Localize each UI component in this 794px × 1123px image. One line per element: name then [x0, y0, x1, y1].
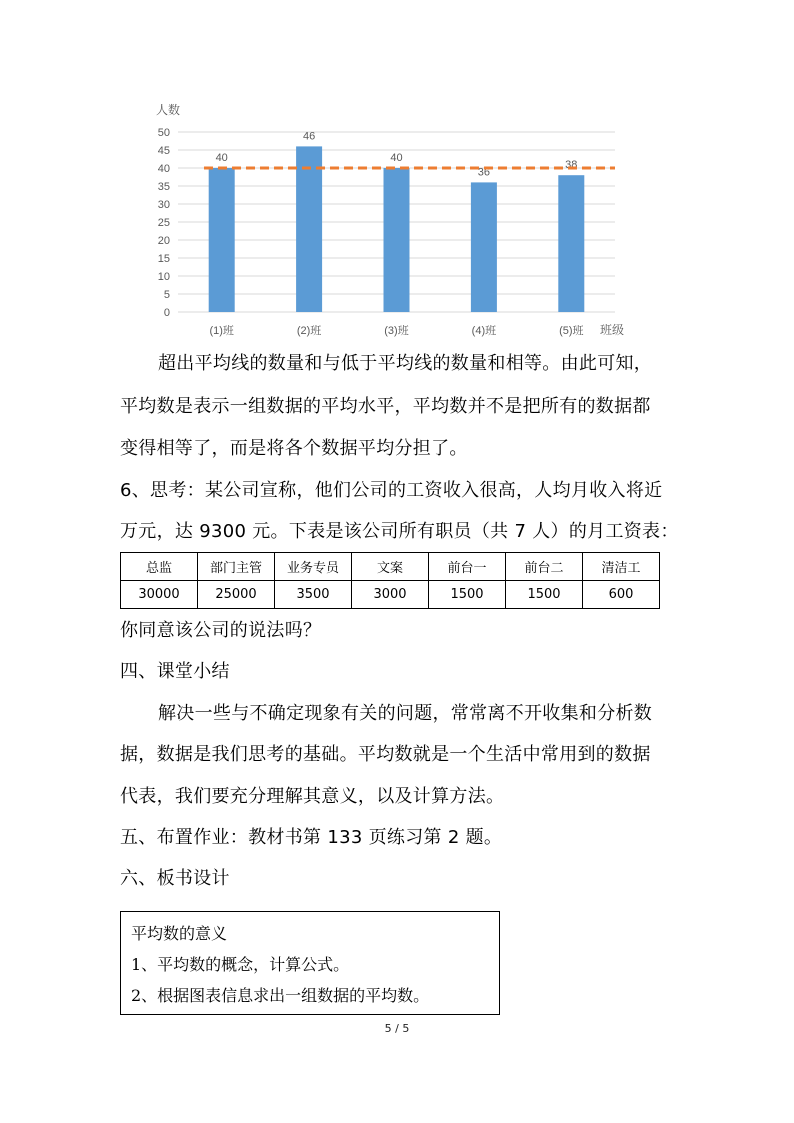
table-cell: 3000: [352, 581, 429, 609]
table-header-row: [121, 553, 660, 581]
table-cell: 3500: [275, 581, 352, 609]
section-heading: 四、课堂小结: [120, 661, 230, 682]
board-line: 1、平均数的概念，计算公式。: [131, 955, 350, 974]
data-label: 40: [390, 152, 403, 164]
y-tick-label: 25: [157, 217, 170, 229]
page-number: 5 / 5: [384, 1022, 410, 1035]
data-label: 38: [565, 159, 578, 172]
x-tick-label: (4)班: [471, 325, 497, 337]
table-cell: 1500: [506, 581, 583, 609]
x-tick-label: (3)班: [384, 325, 409, 337]
salary-table: [120, 552, 660, 609]
section-heading: 五、布置作业：教材书第 133 页练习第 2 题。: [120, 827, 503, 848]
table-row: [121, 581, 660, 609]
paragraph-line: 据，数据是我们思考的基础。平均数就是一个生活中常用到的数据: [120, 744, 651, 765]
paragraph-line: 超出平均线的数量和与低于平均线的数量和相等。由此可知，: [158, 353, 653, 374]
bar: [209, 168, 235, 312]
paragraph-line: 平均数是表示一组数据的平均水平，平均数并不是把所有的数据都: [120, 396, 651, 417]
table-cell: 600: [583, 581, 660, 609]
board-line: 2、根据图表信息求出一组数据的平均数。: [131, 986, 430, 1005]
y-tick-label: 20: [157, 235, 170, 247]
y-tick-label: 10: [157, 271, 170, 283]
y-tick-label: 5: [163, 289, 170, 301]
paragraph-line: 6、思考：某公司宣称，他们公司的工资收入很高，人均月收入将近: [120, 480, 663, 501]
question-line: 你同意该公司的说法吗？: [120, 620, 322, 641]
data-label: 46: [302, 130, 316, 143]
y-tick-label: 30: [157, 199, 170, 211]
table-header-cell: 前台二: [506, 553, 583, 581]
table-header-cell: 前台一: [429, 553, 506, 581]
y-tick-label: 45: [157, 145, 170, 157]
y-tick-label: 0: [163, 307, 170, 319]
paragraph-line: 变得相等了，而是将各个数据平均分担了。: [120, 438, 468, 459]
data-label: 40: [215, 152, 228, 164]
table-header-cell: 业务专员: [275, 553, 352, 581]
table-cell: 1500: [429, 581, 506, 609]
y-tick-label: 40: [157, 163, 170, 175]
bar: [296, 146, 322, 312]
paragraph-line: 万元，达 9300 元。下表是该公司所有职员（共 7 人）的月工资表：: [120, 521, 679, 542]
x-axis-label: 班级: [600, 323, 625, 337]
table-cell: 25000: [198, 581, 275, 609]
paragraph-line: 解决一些与不确定现象有关的问题，常常离不开收集和分析数: [158, 703, 653, 724]
y-tick-label: 50: [157, 127, 170, 139]
table-header-cell: 部门主管: [198, 553, 275, 581]
x-tick-label: (5)班: [559, 325, 584, 337]
x-tick-label: (1)班: [209, 325, 234, 337]
board-design-box: [120, 911, 500, 1015]
x-tick-label: (2)班: [296, 325, 322, 337]
bar: [558, 175, 584, 312]
bar-chart: [130, 88, 650, 350]
table-header-cell: 清洁工: [583, 553, 660, 581]
y-tick-label: 15: [157, 253, 170, 265]
bar: [384, 168, 410, 312]
table-header-cell: 文案: [352, 553, 429, 581]
bar: [471, 182, 497, 312]
table-header-cell: 总监: [121, 553, 198, 581]
data-label: 36: [477, 166, 491, 179]
y-axis-label: 人数: [156, 103, 181, 117]
section-heading: 六、板书设计: [120, 868, 230, 889]
y-tick-label: 35: [157, 181, 170, 193]
paragraph-line: 代表，我们要充分理解其意义，以及计算方法。: [120, 786, 505, 807]
board-title: 平均数的意义: [131, 924, 228, 943]
table-cell: 30000: [121, 581, 198, 609]
